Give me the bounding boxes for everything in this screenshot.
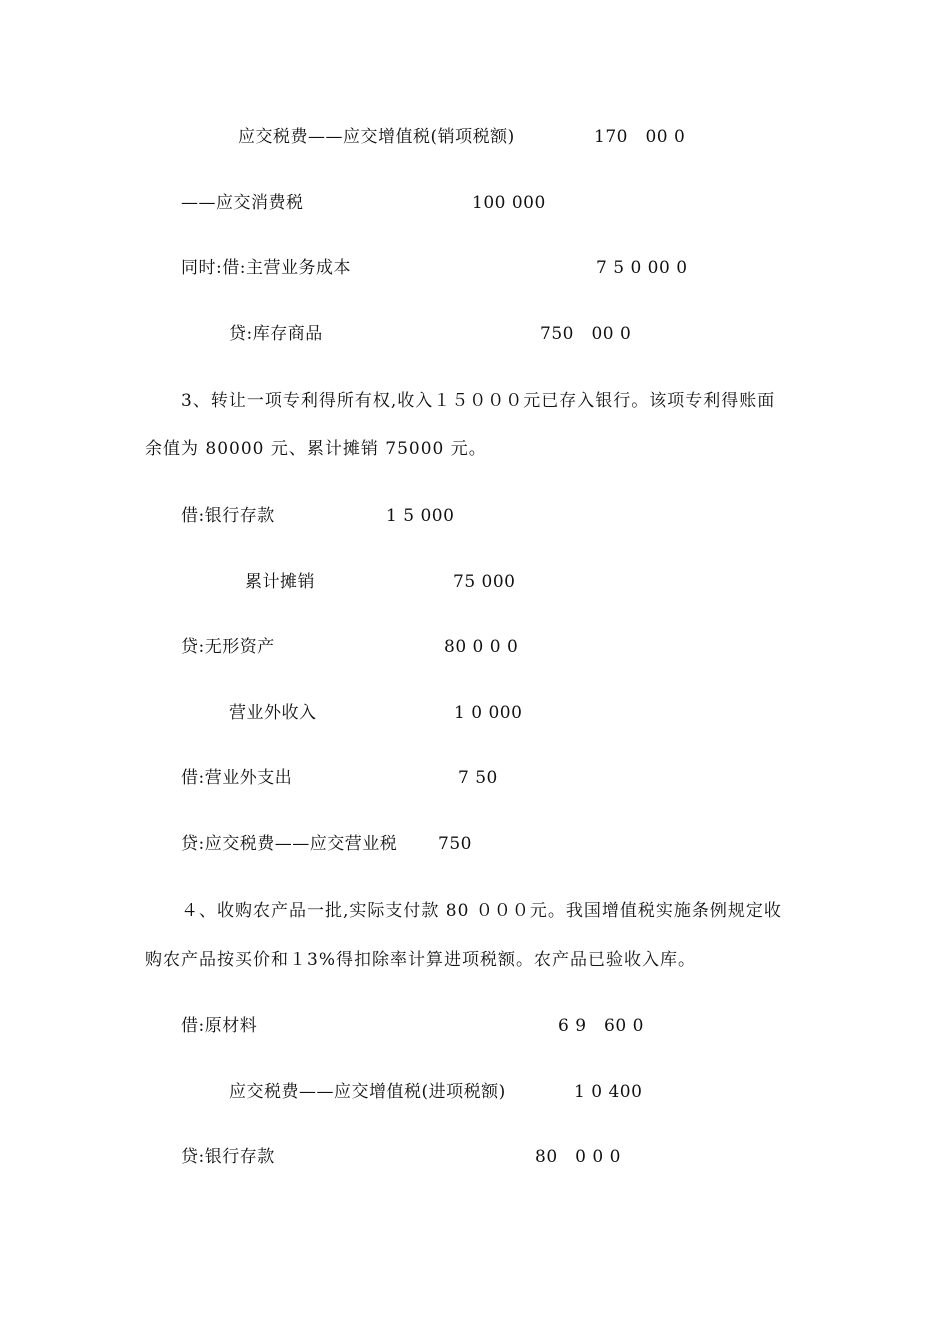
entry-account: ——应交消费税 (181, 193, 304, 213)
entry-account: 贷:无形资产 (181, 637, 275, 657)
entry-amount: 1 0 000 (454, 703, 523, 723)
entry-account: 营业外收入 (229, 703, 317, 723)
item4-paragraph-line2: 购农产品按买价和１3%得扣除率计算进项税额。农产品已验收入库。 (145, 950, 696, 970)
entry-amount: 750 (438, 834, 472, 854)
entry-account: 累计摊销 (245, 572, 315, 592)
entry-account: 同时:借:主营业务成本 (181, 258, 351, 278)
entry-account: 应交税费——应交增值税(进项税额) (229, 1082, 506, 1102)
entry-account: 应交税费——应交增值税(销项税额) (238, 127, 515, 147)
item3-paragraph-line1: 3、转让一项专利得所有权,收入１５０００元已存入银行。该项专利得账面 (181, 391, 776, 411)
entry-account: 贷:应交税费——应交营业税 (181, 834, 398, 854)
entry-account: 借:营业外支出 (181, 768, 293, 788)
entry-account: 借:银行存款 (181, 506, 275, 526)
item3-paragraph-line2: 余值为 80000 元、累计摊销 75000 元。 (145, 439, 487, 459)
entry-account: 贷:库存商品 (229, 324, 323, 344)
entry-amount: 100 000 (472, 193, 546, 213)
entry-account: 借:原材料 (181, 1016, 258, 1036)
entry-amount: 1 0 400 (574, 1082, 643, 1102)
entry-amount: 80 0 0 0 (535, 1147, 621, 1167)
entry-amount: 7 50 (458, 768, 498, 788)
entry-amount: 750 00 0 (540, 324, 632, 344)
item4-paragraph-line1: ４、收购农产品一批,实际支付款 80 ０００元。我国增值税实施条例规定收 (181, 901, 782, 921)
entry-amount: 7 5 0 00 0 (596, 258, 688, 278)
entry-account: 贷:银行存款 (181, 1147, 275, 1167)
entry-amount: 170 00 0 (594, 127, 686, 147)
entry-amount: 80 0 0 0 (444, 637, 519, 657)
entry-amount: 1 5 000 (386, 506, 455, 526)
entry-amount: 75 000 (453, 572, 516, 592)
entry-amount: 6 9 60 0 (558, 1016, 644, 1036)
